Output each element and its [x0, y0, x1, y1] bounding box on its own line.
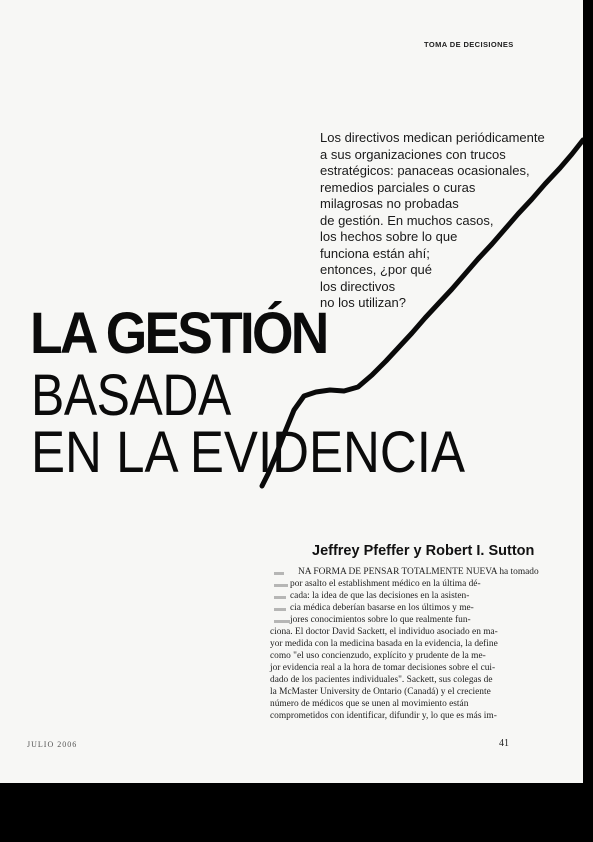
- intro-line: de gestión. En muchos casos,: [320, 212, 494, 228]
- intro-line: milagrosas no probadas: [320, 196, 459, 211]
- article-authors: Jeffrey Pfeffer y Robert I. Sutton: [312, 543, 535, 559]
- intro-line: Los directivos medican periódicamente: [320, 130, 545, 145]
- body-line: dado de los pacientes individuales". Sackett, sus colegas de: [270, 675, 493, 685]
- intro-line: remedios parciales o curas: [320, 179, 476, 195]
- section-label: TOMA DE DECISIONES: [424, 40, 514, 49]
- intro-line: funciona están ahí;: [320, 245, 430, 261]
- scan-edge-bottom: [0, 783, 593, 842]
- body-line: por asalto el establishment médico en la última dé-: [290, 579, 481, 589]
- body-line: yor medida con la medicina basada en la evidencia, la define: [270, 639, 498, 649]
- article-body: [270, 566, 539, 722]
- body-line: comprometidos con identificar, difundir y, lo que es más im-: [270, 711, 497, 721]
- body-line: como "el uso concienzudo, explícito y prudente de la me-: [270, 651, 486, 661]
- body-line: número de médicos que se unen al movimiento están: [270, 699, 469, 709]
- title-line-1: LA GESTIÓN: [30, 301, 327, 366]
- body-line: cia médica deberían basarse en los últimos y me-: [290, 603, 474, 613]
- intro-paragraph: [320, 130, 550, 312]
- body-line: jor evidencia real a la hora de tomar decisiones sobre el cui-: [270, 663, 496, 673]
- body-line: jores conocimientos sobre lo que realmente fun-: [290, 615, 471, 625]
- body-line: ciona. El doctor David Sackett, el individuo asociado en ma-: [270, 627, 498, 637]
- intro-line: los directivos: [320, 278, 396, 294]
- intro-line: no los utilizan?: [320, 295, 406, 310]
- intro-line: a sus organizaciones con trucos: [320, 146, 506, 162]
- body-line: NA FORMA DE PENSAR TOTALMENTE NUEVA ha tomado: [298, 567, 539, 577]
- intro-line: estratégicos: panaceas ocasionales,: [320, 163, 530, 178]
- body-line: la McMaster University de Ontario (Canadá) y el creciente: [270, 687, 491, 697]
- title-line-2: BASADA: [31, 363, 231, 428]
- intro-line: entonces, ¿por qué: [320, 262, 433, 277]
- body-line: cada: la idea de que las decisiones en la asisten-: [290, 591, 470, 601]
- scan-edge-right: [583, 0, 593, 842]
- intro-line: los hechos sobre lo que: [320, 229, 458, 244]
- page-number: 41: [499, 738, 509, 749]
- title-line-3: EN LA EVIDENCIA: [31, 420, 465, 485]
- footer-date: JULIO 2006: [27, 740, 78, 749]
